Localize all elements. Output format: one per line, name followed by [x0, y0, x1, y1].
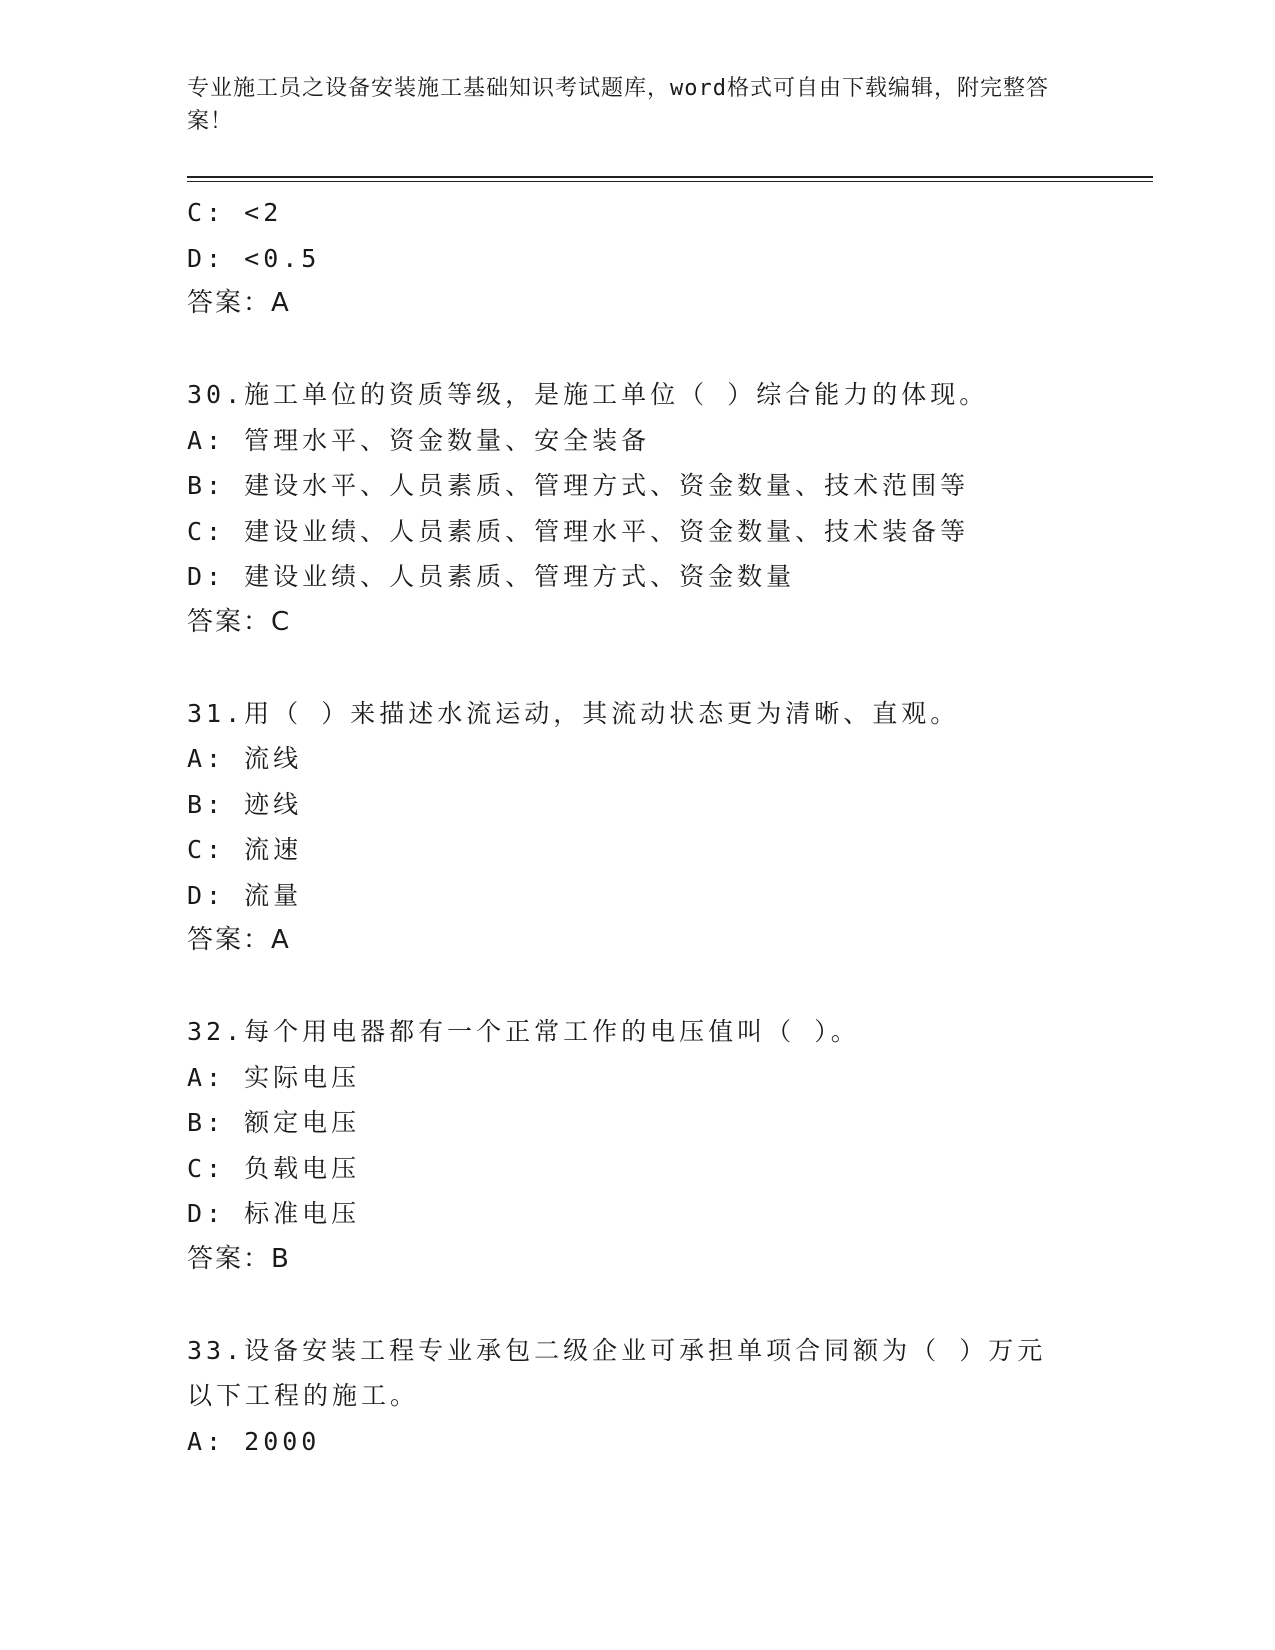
answer-label: 答案：C [187, 606, 292, 637]
option-c: C: 流速 [187, 835, 303, 864]
spacer [187, 1282, 1067, 1328]
answer-label: 答案：A [187, 288, 291, 318]
option-a: A: 实际电压 [187, 1062, 361, 1092]
question-32 [187, 1009, 1067, 1282]
option-b: B: 迹线 [187, 789, 303, 819]
option-c: C: 负载电压 [187, 1153, 361, 1183]
question-text: 33.设备安装工程专业承包二级企业可承担单项合同额为（ ）万元以下工程的施工。 [187, 1335, 1047, 1410]
spacer [187, 327, 1067, 373]
answer-label: 答案：B [187, 1243, 291, 1274]
option-a: A: 管理水平、资金数量、安全装备 [187, 425, 651, 455]
header-divider-thin [187, 181, 1153, 182]
document-header: 专业施工员之设备安装施工基础知识考试题库，word格式可自由下载编辑，附完整答案！ [187, 76, 1049, 134]
answer-label: 答案：A [187, 925, 291, 955]
spacer [187, 645, 1067, 691]
question-33 [187, 1328, 1067, 1465]
question-30 [187, 372, 1067, 645]
question-31 [187, 691, 1067, 964]
option-a: A: 2000 [187, 1426, 321, 1456]
option-d: D: 建设业绩、人员素质、管理方式、资金数量 [187, 562, 796, 591]
option-d: D: 标准电压 [187, 1199, 361, 1228]
option-b: B: 额定电压 [187, 1108, 361, 1137]
spacer [187, 964, 1067, 1010]
option-c: C: 建设业绩、人员素质、管理水平、资金数量、技术装备等 [187, 516, 970, 546]
question-text: 31.用（ ）来描述水流运动，其流动状态更为清晰、直观。 [187, 698, 960, 728]
question-list [187, 190, 1067, 1464]
option-b: B: 建设水平、人员素质、管理方式、资金数量、技术范围等 [187, 471, 970, 500]
question-text: 30.施工单位的资质等级，是施工单位（ ）综合能力的体现。 [187, 380, 989, 409]
option-a: A: 流线 [187, 744, 303, 773]
option-d: D: <0.5 [187, 243, 321, 273]
question-29-tail [187, 190, 1067, 327]
header-divider-thick [187, 176, 1153, 178]
option-c: C: <2 [187, 198, 283, 227]
question-text: 32.每个用电器都有一个正常工作的电压值叫（ ）。 [187, 1017, 860, 1046]
option-d: D: 流量 [187, 880, 303, 910]
